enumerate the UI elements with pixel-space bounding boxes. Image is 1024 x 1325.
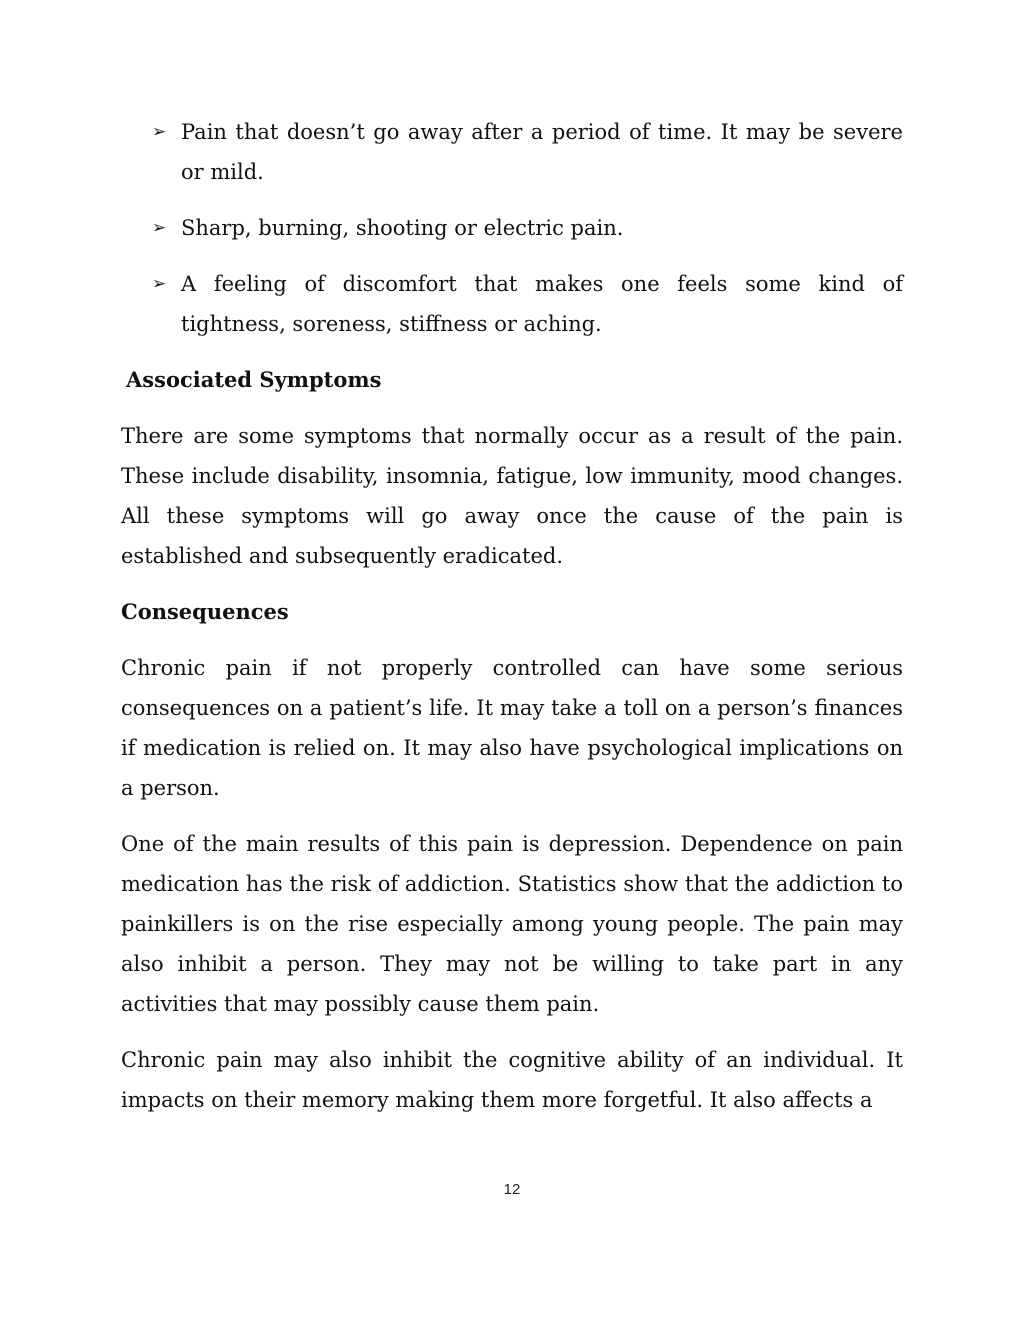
symptom-bullet-list [121, 112, 903, 344]
section-heading-associated-symptoms: Associated Symptoms [126, 367, 382, 392]
arrow-bullet-icon: ➢ [152, 218, 167, 238]
bullet-text: A feeling of discomfort that makes one feels some kind of tightness, soreness, stiffness or aching. [181, 272, 903, 336]
paragraph: Chronic pain if not properly controlled can have some serious consequences on a patient’s life. It may take a toll on a person’s finances if medication is relied on. It may also have psychological implications on a person. [121, 656, 903, 800]
paragraph: One of the main results of this pain is depression. Dependence on pain medication has the risk of addiction. Statistics show that the addiction to painkillers is on the rise especially among young people. The pain may also inhibit a person. They may not be willing to take part in any activities that may possibly cause them pain. [121, 832, 903, 1016]
arrow-bullet-icon: ➢ [152, 122, 167, 142]
bullet-item [121, 208, 903, 248]
page-content [121, 112, 903, 1136]
paragraph: There are some symptoms that normally occur as a result of the pain. These include disability, insomnia, fatigue, low immunity, mood changes. All these symptoms will go away once the cause of the pain is established and subsequently eradicated. [121, 424, 903, 568]
section-heading-consequences: Consequences [121, 599, 289, 624]
bullet-text: Pain that doesn’t go away after a period of time. It may be severe or mild. [181, 120, 903, 184]
page-number: 12 [503, 1181, 521, 1198]
bullet-item [121, 264, 903, 344]
paragraph: Chronic pain may also inhibit the cognitive ability of an individual. It impacts on their memory making them more forgetful. It also affects a [121, 1048, 903, 1112]
bullet-text: Sharp, burning, shooting or electric pain. [181, 216, 624, 240]
arrow-bullet-icon: ➢ [152, 274, 167, 294]
bullet-item [121, 112, 903, 192]
